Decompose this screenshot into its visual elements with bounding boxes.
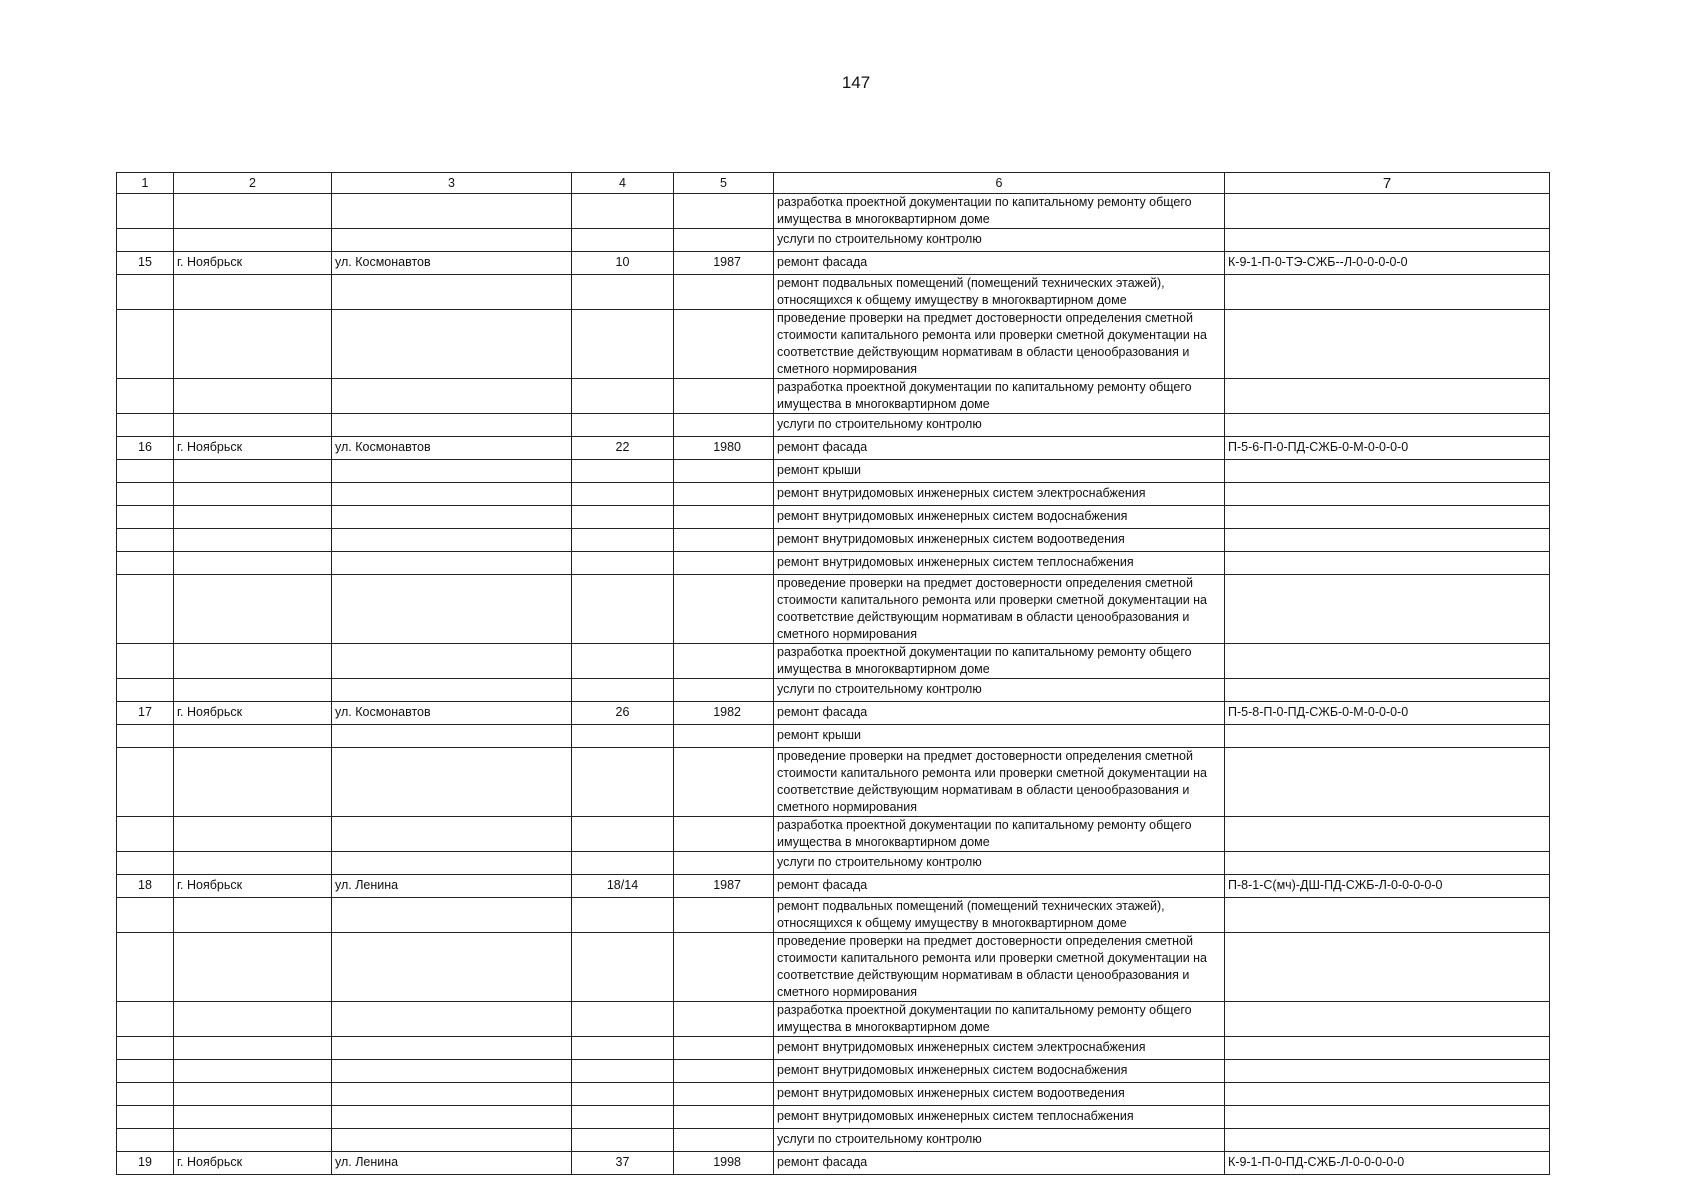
building-code-cell [1225, 310, 1550, 379]
building-code-cell: П-8-1-С(мч)-ДШ-ПД-СЖБ-Л-0-0-0-0-0 [1225, 875, 1550, 898]
table-row [117, 414, 1550, 437]
work-type-cell: ремонт внутридомовых инженерных систем водоснабжения [774, 506, 1225, 529]
city-cell [174, 679, 332, 702]
table-row [117, 437, 1550, 460]
house-number-cell [572, 194, 674, 229]
street-cell [332, 310, 572, 379]
row-number-cell [117, 460, 174, 483]
street-cell [332, 529, 572, 552]
city-cell [174, 460, 332, 483]
building-code-cell [1225, 933, 1550, 1002]
year-cell [674, 575, 774, 644]
street-cell [332, 1083, 572, 1106]
street-cell [332, 1037, 572, 1060]
street-cell [332, 852, 572, 875]
building-code-cell [1225, 229, 1550, 252]
city-cell [174, 1129, 332, 1152]
year-cell: 1987 [674, 252, 774, 275]
year-cell: 1980 [674, 437, 774, 460]
building-code-cell [1225, 679, 1550, 702]
column-header: 7 [1225, 173, 1550, 194]
row-number-cell [117, 506, 174, 529]
street-cell [332, 1002, 572, 1037]
work-type-cell: ремонт внутридомовых инженерных систем электроснабжения [774, 1037, 1225, 1060]
building-code-cell: К-9-1-П-0-ТЭ-СЖБ--Л-0-0-0-0-0 [1225, 252, 1550, 275]
street-cell [332, 229, 572, 252]
year-cell [674, 552, 774, 575]
table-body [117, 194, 1550, 1175]
work-type-cell: ремонт фасада [774, 252, 1225, 275]
table-row [117, 1152, 1550, 1175]
table-row [117, 275, 1550, 310]
building-code-cell [1225, 1060, 1550, 1083]
year-cell [674, 1129, 774, 1152]
city-cell [174, 483, 332, 506]
city-cell [174, 414, 332, 437]
year-cell [674, 933, 774, 1002]
house-number-cell [572, 529, 674, 552]
year-cell [674, 506, 774, 529]
building-code-cell [1225, 575, 1550, 644]
row-number-cell [117, 414, 174, 437]
table-row [117, 229, 1550, 252]
table-row [117, 483, 1550, 506]
row-number-cell: 15 [117, 252, 174, 275]
work-type-cell: ремонт фасада [774, 702, 1225, 725]
street-cell [332, 1129, 572, 1152]
row-number-cell [117, 379, 174, 414]
street-cell [332, 748, 572, 817]
street-cell [332, 1106, 572, 1129]
building-code-cell [1225, 725, 1550, 748]
row-number-cell [117, 1083, 174, 1106]
city-cell: г. Ноябрьск [174, 1152, 332, 1175]
building-code-cell [1225, 529, 1550, 552]
table-row [117, 898, 1550, 933]
column-header: 4 [572, 173, 674, 194]
year-cell [674, 194, 774, 229]
house-number-cell [572, 1037, 674, 1060]
city-cell: г. Ноябрьск [174, 875, 332, 898]
city-cell [174, 898, 332, 933]
street-cell [332, 506, 572, 529]
year-cell [674, 1002, 774, 1037]
table-row [117, 552, 1550, 575]
street-cell: ул. Космонавтов [332, 252, 572, 275]
city-cell [174, 1002, 332, 1037]
table-row [117, 506, 1550, 529]
table-row [117, 852, 1550, 875]
row-number-cell [117, 644, 174, 679]
house-number-cell [572, 748, 674, 817]
house-number-cell: 26 [572, 702, 674, 725]
street-cell [332, 194, 572, 229]
row-number-cell [117, 1129, 174, 1152]
city-cell [174, 817, 332, 852]
house-number-cell: 22 [572, 437, 674, 460]
row-number-cell [117, 852, 174, 875]
building-code-cell: П-5-6-П-0-ПД-СЖБ-0-М-0-0-0-0 [1225, 437, 1550, 460]
building-code-cell: П-5-8-П-0-ПД-СЖБ-0-М-0-0-0-0 [1225, 702, 1550, 725]
column-header: 1 [117, 173, 174, 194]
work-type-cell: проведение проверки на предмет достоверности определения сметной стоимости капитального ремонта или проверки сметной документации на соответствие действующим нормативам в области ценообразования и сметного нормирования [774, 310, 1225, 379]
year-cell [674, 644, 774, 679]
city-cell [174, 275, 332, 310]
house-number-cell [572, 679, 674, 702]
work-type-cell: проведение проверки на предмет достоверности определения сметной стоимости капитального ремонта или проверки сметной документации на соответствие действующим нормативам в области ценообразования и сметного нормирования [774, 748, 1225, 817]
street-cell [332, 379, 572, 414]
table-row [117, 1060, 1550, 1083]
row-number-cell [117, 679, 174, 702]
building-code-cell [1225, 460, 1550, 483]
city-cell [174, 1060, 332, 1083]
year-cell [674, 852, 774, 875]
table-row [117, 460, 1550, 483]
street-cell [332, 644, 572, 679]
work-type-cell: ремонт фасада [774, 437, 1225, 460]
building-code-cell: К-9-1-П-0-ПД-СЖБ-Л-0-0-0-0-0 [1225, 1152, 1550, 1175]
table-row [117, 1037, 1550, 1060]
building-code-cell [1225, 1129, 1550, 1152]
street-cell [332, 725, 572, 748]
house-number-cell [572, 483, 674, 506]
work-type-cell: ремонт внутридомовых инженерных систем водоотведения [774, 1083, 1225, 1106]
table-row [117, 194, 1550, 229]
building-code-cell [1225, 194, 1550, 229]
building-code-cell [1225, 644, 1550, 679]
city-cell [174, 379, 332, 414]
house-number-cell [572, 1083, 674, 1106]
row-number-cell [117, 229, 174, 252]
building-code-cell [1225, 379, 1550, 414]
street-cell [332, 552, 572, 575]
column-header: 5 [674, 173, 774, 194]
work-type-cell: услуги по строительному контролю [774, 414, 1225, 437]
street-cell [332, 817, 572, 852]
row-number-cell [117, 552, 174, 575]
row-number-cell: 16 [117, 437, 174, 460]
house-number-cell [572, 414, 674, 437]
row-number-cell [117, 1037, 174, 1060]
year-cell: 1998 [674, 1152, 774, 1175]
street-cell [332, 414, 572, 437]
city-cell [174, 1106, 332, 1129]
year-cell [674, 748, 774, 817]
building-code-cell [1225, 414, 1550, 437]
table-row [117, 529, 1550, 552]
work-type-cell: разработка проектной документации по капитальному ремонту общего имущества в многоквартирном доме [774, 379, 1225, 414]
row-number-cell [117, 575, 174, 644]
year-cell [674, 1060, 774, 1083]
year-cell [674, 229, 774, 252]
column-header: 6 [774, 173, 1225, 194]
row-number-cell [117, 529, 174, 552]
table-row [117, 644, 1550, 679]
house-number-cell [572, 725, 674, 748]
work-type-cell: ремонт внутридомовых инженерных систем электроснабжения [774, 483, 1225, 506]
year-cell [674, 414, 774, 437]
city-cell [174, 552, 332, 575]
year-cell: 1987 [674, 875, 774, 898]
row-number-cell [117, 1002, 174, 1037]
street-cell: ул. Космонавтов [332, 702, 572, 725]
street-cell [332, 575, 572, 644]
city-cell [174, 575, 332, 644]
table-row [117, 875, 1550, 898]
year-cell [674, 1037, 774, 1060]
table-row [117, 817, 1550, 852]
work-type-cell: ремонт подвальных помещений (помещений технических этажей), относящихся к общему имуществу в многоквартирном доме [774, 275, 1225, 310]
year-cell [674, 1106, 774, 1129]
row-number-cell: 17 [117, 702, 174, 725]
house-number-cell: 18/14 [572, 875, 674, 898]
work-type-cell: ремонт фасада [774, 1152, 1225, 1175]
row-number-cell [117, 194, 174, 229]
table-row [117, 379, 1550, 414]
work-type-cell: разработка проектной документации по капитальному ремонту общего имущества в многоквартирном доме [774, 194, 1225, 229]
repair-registry-table [116, 172, 1550, 1175]
city-cell [174, 933, 332, 1002]
table-row [117, 748, 1550, 817]
city-cell [174, 644, 332, 679]
house-number-cell [572, 1106, 674, 1129]
street-cell [332, 679, 572, 702]
house-number-cell [572, 575, 674, 644]
work-type-cell: разработка проектной документации по капитальному ремонту общего имущества в многоквартирном доме [774, 817, 1225, 852]
building-code-cell [1225, 1083, 1550, 1106]
table-row [117, 679, 1550, 702]
building-code-cell [1225, 483, 1550, 506]
building-code-cell [1225, 748, 1550, 817]
building-code-cell [1225, 552, 1550, 575]
house-number-cell [572, 644, 674, 679]
house-number-cell [572, 852, 674, 875]
work-type-cell: ремонт внутридомовых инженерных систем водоснабжения [774, 1060, 1225, 1083]
work-type-cell: ремонт внутридомовых инженерных систем теплоснабжения [774, 1106, 1225, 1129]
year-cell [674, 725, 774, 748]
table-row [117, 725, 1550, 748]
work-type-cell: ремонт подвальных помещений (помещений технических этажей), относящихся к общему имуществу в многоквартирном доме [774, 898, 1225, 933]
house-number-cell: 37 [572, 1152, 674, 1175]
row-number-cell: 19 [117, 1152, 174, 1175]
work-type-cell: ремонт внутридомовых инженерных систем теплоснабжения [774, 552, 1225, 575]
table-row [117, 1002, 1550, 1037]
house-number-cell [572, 379, 674, 414]
row-number-cell [117, 310, 174, 379]
row-number-cell [117, 1106, 174, 1129]
work-type-cell: ремонт фасада [774, 875, 1225, 898]
work-type-cell: ремонт крыши [774, 460, 1225, 483]
building-code-cell [1225, 1002, 1550, 1037]
row-number-cell [117, 898, 174, 933]
row-number-cell [117, 483, 174, 506]
house-number-cell [572, 275, 674, 310]
street-cell [332, 483, 572, 506]
work-type-cell: проведение проверки на предмет достоверности определения сметной стоимости капитального ремонта или проверки сметной документации на соответствие действующим нормативам в области ценообразования и сметного нормирования [774, 933, 1225, 1002]
street-cell [332, 275, 572, 310]
building-code-cell [1225, 506, 1550, 529]
street-cell [332, 898, 572, 933]
city-cell [174, 852, 332, 875]
work-type-cell: услуги по строительному контролю [774, 229, 1225, 252]
house-number-cell [572, 1002, 674, 1037]
city-cell: г. Ноябрьск [174, 252, 332, 275]
house-number-cell [572, 229, 674, 252]
work-type-cell: услуги по строительному контролю [774, 1129, 1225, 1152]
year-cell [674, 483, 774, 506]
house-number-cell [572, 552, 674, 575]
row-number-cell [117, 748, 174, 817]
year-cell [674, 460, 774, 483]
city-cell [174, 310, 332, 379]
building-code-cell [1225, 852, 1550, 875]
table-row [117, 575, 1550, 644]
table-row [117, 702, 1550, 725]
street-cell [332, 933, 572, 1002]
work-type-cell: разработка проектной документации по капитальному ремонту общего имущества в многоквартирном доме [774, 1002, 1225, 1037]
street-cell: ул. Ленина [332, 875, 572, 898]
table-row [117, 1129, 1550, 1152]
year-cell [674, 817, 774, 852]
city-cell [174, 506, 332, 529]
column-header: 2 [174, 173, 332, 194]
row-number-cell [117, 1060, 174, 1083]
building-code-cell [1225, 1106, 1550, 1129]
city-cell [174, 748, 332, 817]
building-code-cell [1225, 898, 1550, 933]
house-number-cell [572, 310, 674, 379]
house-number-cell [572, 460, 674, 483]
row-number-cell: 18 [117, 875, 174, 898]
house-number-cell [572, 1060, 674, 1083]
city-cell: г. Ноябрьск [174, 702, 332, 725]
house-number-cell [572, 817, 674, 852]
street-cell: ул. Ленина [332, 1152, 572, 1175]
year-cell [674, 679, 774, 702]
house-number-cell [572, 933, 674, 1002]
year-cell [674, 310, 774, 379]
city-cell [174, 1083, 332, 1106]
table-row [117, 1083, 1550, 1106]
table-row [117, 933, 1550, 1002]
building-code-cell [1225, 1037, 1550, 1060]
city-cell [174, 194, 332, 229]
house-number-cell [572, 506, 674, 529]
year-cell: 1982 [674, 702, 774, 725]
row-number-cell [117, 275, 174, 310]
year-cell [674, 379, 774, 414]
work-type-cell: услуги по строительному контролю [774, 679, 1225, 702]
city-cell [174, 1037, 332, 1060]
table-row [117, 252, 1550, 275]
house-number-cell [572, 898, 674, 933]
city-cell [174, 529, 332, 552]
work-type-cell: ремонт внутридомовых инженерных систем водоотведения [774, 529, 1225, 552]
year-cell [674, 1083, 774, 1106]
year-cell [674, 275, 774, 310]
year-cell [674, 529, 774, 552]
work-type-cell: ремонт крыши [774, 725, 1225, 748]
work-type-cell: услуги по строительному контролю [774, 852, 1225, 875]
row-number-cell [117, 817, 174, 852]
table-row [117, 1106, 1550, 1129]
column-number-row [117, 173, 1550, 194]
work-type-cell: разработка проектной документации по капитальному ремонту общего имущества в многоквартирном доме [774, 644, 1225, 679]
street-cell [332, 460, 572, 483]
city-cell [174, 725, 332, 748]
city-cell [174, 229, 332, 252]
street-cell [332, 1060, 572, 1083]
building-code-cell [1225, 817, 1550, 852]
row-number-cell [117, 725, 174, 748]
year-cell [674, 898, 774, 933]
column-header: 3 [332, 173, 572, 194]
house-number-cell [572, 1129, 674, 1152]
city-cell: г. Ноябрьск [174, 437, 332, 460]
page-number: 147 [841, 73, 871, 92]
row-number-cell [117, 933, 174, 1002]
work-type-cell: проведение проверки на предмет достоверности определения сметной стоимости капитального ремонта или проверки сметной документации на соответствие действующим нормативам в области ценообразования и сметного нормирования [774, 575, 1225, 644]
building-code-cell [1225, 275, 1550, 310]
house-number-cell: 10 [572, 252, 674, 275]
table-row [117, 310, 1550, 379]
street-cell: ул. Космонавтов [332, 437, 572, 460]
